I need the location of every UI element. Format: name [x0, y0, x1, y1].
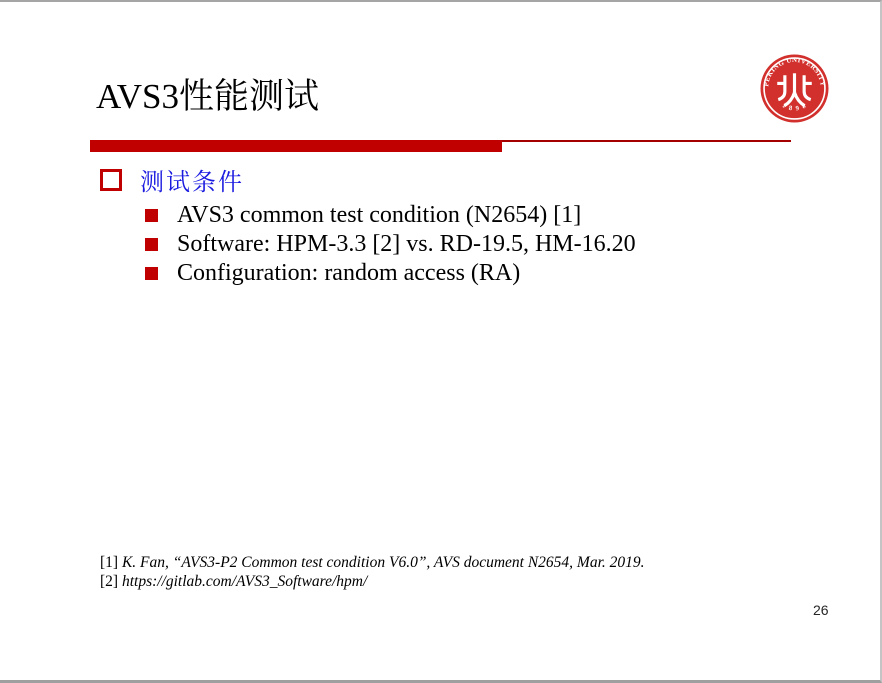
footnotes	[100, 553, 645, 591]
footnote-citation: K. Fan, “AVS3-P2 Common test condition V6.0”, AVS document N2654, Mar. 2019.	[121, 554, 645, 571]
list-item	[0, 201, 882, 230]
peking-university-logo	[760, 54, 829, 123]
slide-title: AVS3性能测试	[96, 77, 320, 116]
square-bullet-icon	[145, 238, 158, 251]
title-divider-line	[502, 140, 791, 142]
list-item	[0, 230, 882, 259]
bullet-list	[0, 201, 882, 288]
page-number: 26	[813, 602, 829, 618]
footnote-ref: [2]	[100, 573, 119, 590]
list-item	[0, 259, 882, 288]
section-heading-label: 测试条件	[140, 170, 244, 196]
logo-ring-text: PEKING UNIVERSITY	[763, 57, 826, 88]
footnote-1	[100, 553, 645, 572]
bullet-text: Configuration: random access (RA)	[177, 260, 521, 286]
logo-year-text: 1 8 9 8	[780, 102, 809, 113]
title-divider-bar	[90, 140, 502, 152]
bullet-text: AVS3 common test condition (N2654) [1]	[177, 202, 582, 228]
square-bullet-icon	[145, 267, 158, 280]
hollow-square-bullet-icon	[100, 169, 122, 191]
square-bullet-icon	[145, 209, 158, 222]
section-heading	[100, 165, 244, 194]
bullet-text: Software: HPM-3.3 [2] vs. RD-19.5, HM-16.20	[177, 231, 636, 257]
footnote-url[interactable]: https://gitlab.com/AVS3_Software/hpm/	[121, 573, 368, 590]
footnote-ref: [1]	[100, 554, 119, 571]
footnote-2	[100, 572, 645, 591]
